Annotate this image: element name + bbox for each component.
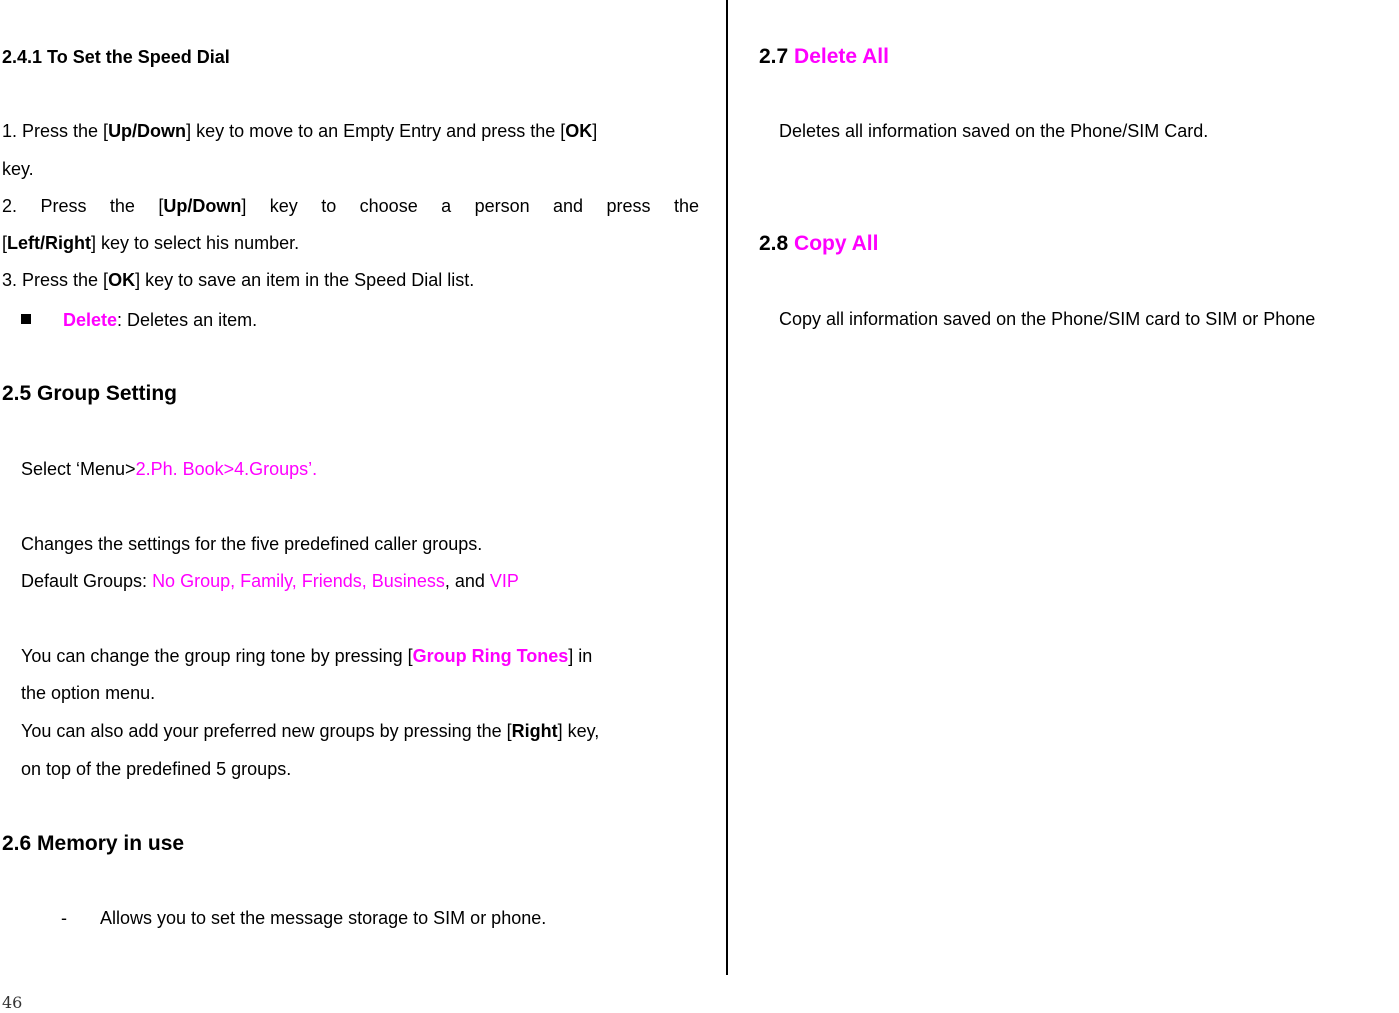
dash-bullet: - (61, 908, 67, 928)
step-3: 3. Press the [OK] key to save an item in the Speed Dial list. (2, 270, 475, 290)
group-vip: VIP (489, 571, 519, 591)
memory-item-text: Allows you to set the message storage to SIM or phone. (100, 908, 547, 928)
key-ok: OK (565, 121, 593, 141)
heading-2-6: 2.6 Memory in use (2, 832, 185, 855)
square-bullet-icon (21, 314, 31, 324)
menu-path: 2.Ph. Book>4.Groups’. (135, 459, 318, 479)
changes-text: Changes the settings for the five predefined caller groups. (21, 534, 483, 554)
key-up-down: Up/Down (108, 121, 187, 141)
heading-2-5: 2.5 Group Setting (2, 382, 178, 405)
copy-all-title: Copy All (794, 232, 879, 255)
heading-2-8: 2.8 Copy All (759, 232, 879, 255)
select-menu-path: Select ‘Menu>2.Ph. Book>4.Groups’. (21, 459, 318, 479)
copy-all-text: Copy all information saved on the Phone/SIM card to SIM or Phone (779, 309, 1316, 329)
heading-2-4-1: 2.4.1 To Set the Speed Dial (2, 47, 230, 67)
delete-label: Delete (63, 310, 118, 330)
step-1-line-1: 1. Press the [Up/Down] key to move to an Empty Entry and press the [OK] (2, 121, 598, 141)
delete-all-title: Delete All (794, 45, 889, 68)
group-ring-tones-key: Group Ring Tones (412, 646, 569, 666)
column-divider (726, 0, 728, 975)
step-2-line-2: [Left/Right] key to select his number. (2, 233, 300, 253)
heading-2-7: 2.7 Delete All (759, 45, 889, 68)
key-right: Right (511, 721, 558, 741)
add-groups-line-2: on top of the predefined 5 groups. (21, 759, 292, 779)
group-names: No Group, Family, Friends, Business (152, 571, 445, 591)
key-ok: OK (108, 270, 136, 290)
step-1-line-2: key. (2, 159, 34, 179)
key-left-right: Left/Right (7, 233, 91, 253)
key-up-down: Up/Down (163, 196, 242, 216)
add-groups-line-1: You can also add your preferred new groups by pressing the [Right] key, (21, 721, 600, 741)
default-groups: Default Groups: No Group, Family, Friends, Business, and VIP (21, 571, 519, 591)
bullet-delete: Delete: Deletes an item. (63, 310, 258, 330)
delete-all-text: Deletes all information saved on the Phone/SIM Card. (779, 121, 1209, 141)
page-number: 46 (2, 993, 23, 1012)
step-2-line-1: 2. Press the [Up/Down] key to choose a person and press the (2, 196, 699, 216)
ring-tone-line-2: the option menu. (21, 683, 156, 703)
ring-tone-line-1: You can change the group ring tone by pressing [Group Ring Tones] in (21, 646, 593, 666)
